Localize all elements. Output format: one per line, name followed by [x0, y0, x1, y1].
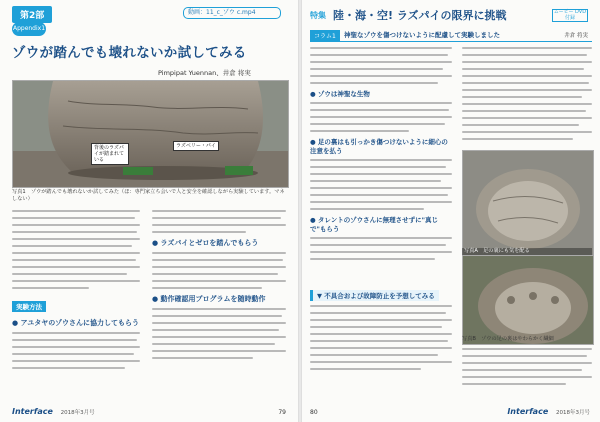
elephant-foot-illustration: [13, 81, 288, 187]
right-page: [302, 0, 600, 422]
photo-caption-a: 写真A 足の裏にも気を配る: [462, 248, 592, 255]
issue-label: 2018年3月号: [556, 410, 590, 416]
subsection-2-head: ● ラズパイとゼロを踏んでもらう: [152, 239, 259, 247]
heading-talent: ● タレントのゾウさんに無理させずに"真じで"もらう: [310, 216, 439, 233]
foot-sole-closeup-illustration: [463, 256, 593, 344]
column-badge: コラム1: [310, 30, 340, 41]
page-number: 80: [310, 409, 318, 416]
right-page-column-2: [462, 47, 592, 145]
left-page: [0, 0, 298, 422]
issue-label: 2018年3月号: [60, 410, 95, 416]
column-author: 井倉 将実: [564, 33, 588, 39]
video-tag: 動画：11_c_ゾウ c.mp4: [183, 7, 281, 19]
right-page-column-1: [310, 47, 452, 265]
left-text-column: [12, 210, 140, 374]
footer-right: [507, 407, 590, 416]
author-line: Pimpipat Yuennan、井倉 将実: [158, 69, 251, 77]
right-page-column-2-bottom: [462, 348, 592, 390]
bottom-box: [310, 283, 452, 375]
bottom-box-head: ▼ 不具合および故障防止を予想してみる: [310, 290, 439, 301]
part-tab: 第2部: [12, 6, 52, 23]
magazine-logo: Interface: [507, 407, 549, 416]
right-text-column: [152, 210, 286, 364]
foot-sole-illustration: [463, 151, 593, 255]
appendix-badge: Appendix1: [12, 22, 46, 36]
photo-label-left: 背後のラズパイが踏まれている: [91, 143, 129, 165]
elephant-foot-photo: [12, 80, 289, 188]
movie-badge: ムービー DVD付録: [553, 9, 587, 21]
magazine-logo: Interface: [12, 407, 53, 416]
heading-foot-care: ● 足の裏はも引っかき傷つけないように細心の注意を払う: [310, 138, 448, 155]
section-head-method: 実験方法: [12, 301, 46, 312]
photo-caption-b: 写真B ゾウの足の裏はやわらかく繊細: [462, 336, 554, 342]
heading-sacred: ● ゾウは神聖な生物: [310, 90, 370, 98]
page-number: 79: [278, 409, 286, 416]
foot-photo-2: [462, 255, 594, 345]
page-title: ゾウが踏んでも壊れないか試してみる: [12, 45, 247, 61]
feature-title: 陸・海・空! ラズパイの限界に挑戦: [333, 9, 507, 22]
foot-photo-1: [462, 150, 594, 256]
photo-label-right: ラズベリー・パイ: [173, 141, 219, 151]
subsection-1-head: ● アユタヤのゾウさんに協力してもらう: [12, 319, 140, 327]
feature-label: 特集: [310, 11, 326, 20]
subsection-3-head: ● 動作確認用プログラムを随時動作: [152, 295, 266, 303]
column-title: 神聖なゾウを傷つけないように配慮して実験しました: [344, 31, 500, 39]
footer-left: [12, 407, 95, 416]
column-header: [310, 30, 592, 42]
photo-caption: 写真1 ゾウが踏んでも壊れないか試してみた（ほ：専門家立ち会いで人と安全を確認しながら実験しています。マネしない）: [12, 189, 285, 202]
